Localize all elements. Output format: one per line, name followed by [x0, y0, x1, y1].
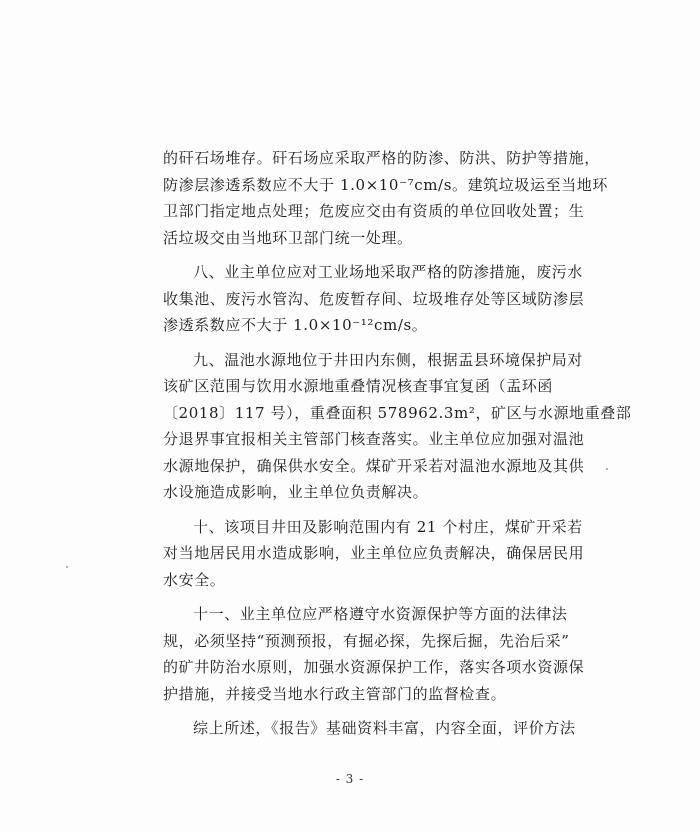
paragraph-item-9 — [163, 347, 632, 506]
text-line: 水设施造成影响，业主单位负责解决。 — [163, 483, 429, 501]
text-line: 该矿区范围与饮用水源地重叠情况核查事宜复函（盂环函 — [163, 377, 554, 395]
text-line: 九、温池水源地位于井田内东侧，根据盂县环境保护局对 — [193, 350, 584, 369]
text-line: 的矿井防治水原则，加强水资源保护工作，落实各项水资源保 — [163, 658, 585, 676]
text-line: 规，必须坚持“预测预报，有掘必探，先探后掘，先治后采” — [163, 631, 570, 650]
text-line: 水安全。 — [163, 570, 226, 589]
text-line: 收集池、废污水管沟、危废暂存间、垃圾堆存处等区域防渗层 — [163, 289, 585, 308]
text-line: 卫部门指定地点处理；危废应交由有资质的单位回收处置；生 — [163, 202, 585, 220]
page-number: - 3 - — [335, 772, 365, 786]
text-line: 活垃圾交由当地环卫部门统一处理。 — [163, 228, 413, 247]
text-line: 的矸石场堆存。矸石场应采取严格的防渗、防洪、防护等措施， — [163, 149, 600, 167]
document-body — [163, 145, 632, 742]
paragraph-summary — [163, 715, 576, 742]
scan-speck — [606, 468, 608, 470]
text-line: 防渗层渗透系数应不大于 1.0×10⁻⁷cm/s。建筑垃圾运至当地环 — [163, 175, 608, 194]
paragraph-item-8 — [163, 259, 585, 339]
text-line: 综上所述，《报告》基础资料丰富，内容全面，评价方法 — [193, 719, 576, 737]
text-line: 十一、业主单位应严格遵守水资源保护等方面的法律法 — [193, 605, 568, 623]
text-line: 护措施，并接受当地水行政主管部门的监督检查。 — [163, 684, 507, 703]
paragraph-item-11 — [163, 601, 585, 707]
text-line: 水源地保护，确保供水安全。煤矿开采若对温池水源地及其供 — [163, 456, 585, 475]
text-line: 分退界事宜报相关主管部门核查落实。业主单位应加强对温池 — [163, 430, 585, 448]
scan-speck — [66, 566, 68, 568]
text-line: 十、该项目井田及影响范围内有 21 个村庄，煤矿开采若 — [193, 517, 583, 536]
text-line: 渗透系数应不大于 1.0×10⁻¹²cm/s。 — [163, 316, 428, 334]
text-line: 对当地居民用水造成影响，业主单位应负责解决，确保居民用 — [163, 544, 585, 562]
text-line: 〔2018〕117 号），重叠面积 578962.3m²，矿区与水源地重叠部 — [163, 403, 632, 422]
paragraph-solid-waste — [163, 145, 608, 251]
paragraph-item-10 — [163, 514, 585, 594]
text-line: 八、业主单位应对工业场地采取严格的防渗措施，废污水 — [193, 263, 584, 281]
